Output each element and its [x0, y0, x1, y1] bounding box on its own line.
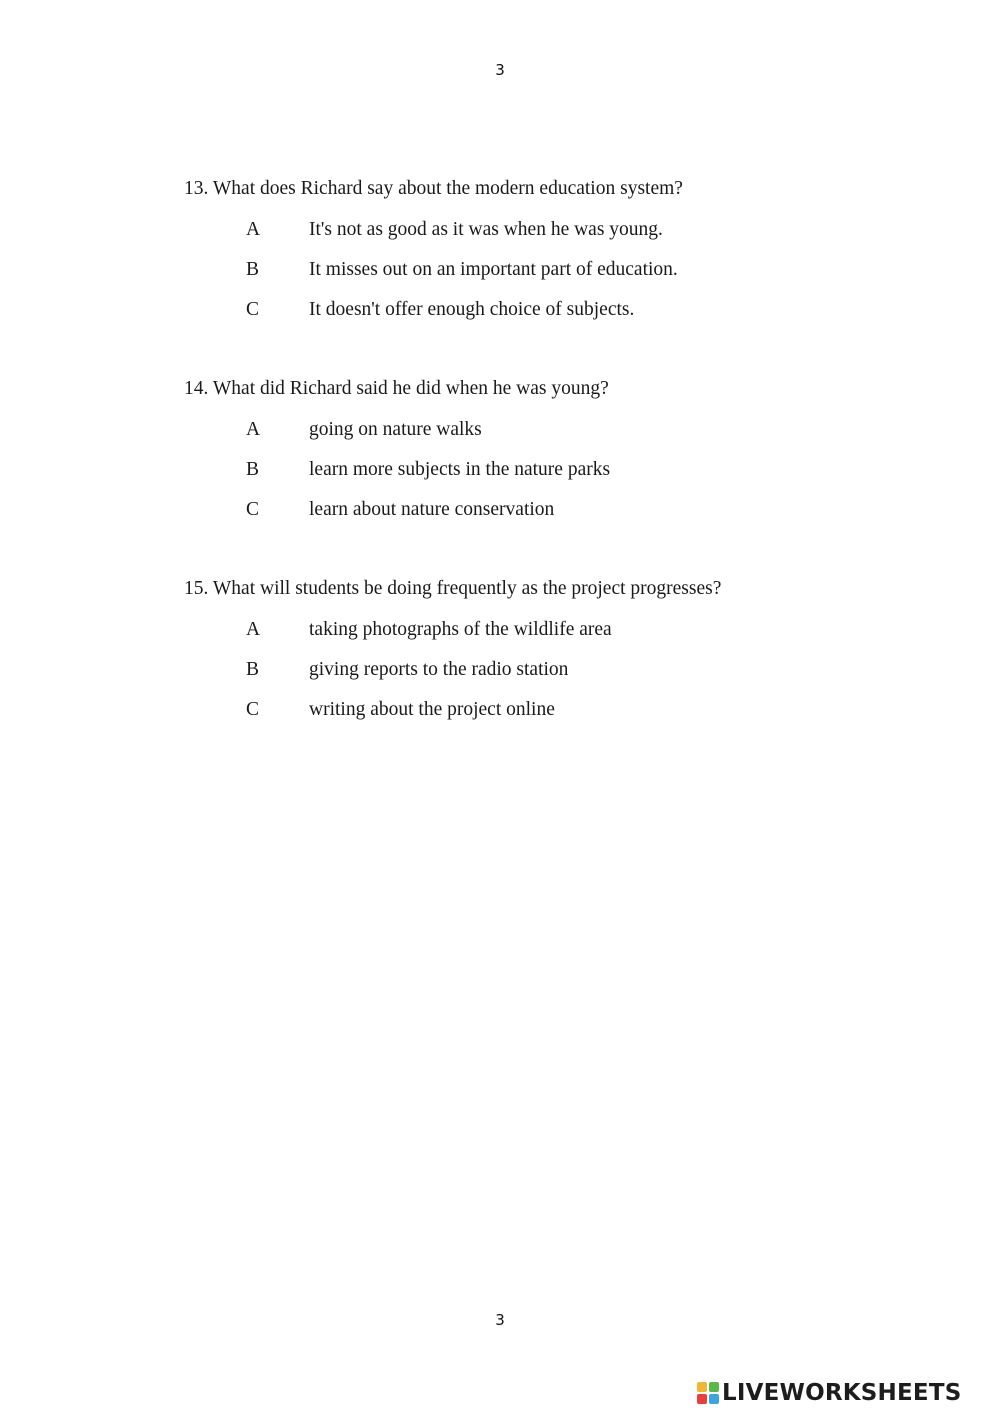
question-14 — [184, 377, 924, 520]
question-13 — [184, 177, 924, 320]
question-text: 13. What does Richard say about the modern education system? — [184, 178, 683, 199]
option-text: going on nature walks — [309, 419, 482, 440]
option-letter: A — [246, 419, 261, 440]
logo-tile — [709, 1394, 719, 1404]
option-letter: C — [246, 499, 260, 520]
liveworksheets-brand — [697, 1378, 961, 1408]
option-text: learn more subjects in the nature parks — [309, 459, 611, 480]
question-text: 14. What did Richard said he did when he was young? — [184, 378, 609, 399]
option-text: It doesn't offer enough choice of subjects. — [309, 299, 635, 320]
option-letter: C — [246, 299, 260, 320]
option-letter: C — [246, 699, 260, 720]
option-text: learn about nature conservation — [309, 499, 555, 520]
option-text: It misses out on an important part of education. — [309, 259, 678, 280]
option-text: It's not as good as it was when he was young. — [309, 219, 663, 240]
option-letter: B — [246, 659, 260, 680]
logo-tile — [697, 1382, 707, 1392]
liveworksheets-logo-icon — [697, 1382, 719, 1404]
option-text: giving reports to the radio station — [309, 659, 569, 680]
logo-tile — [697, 1394, 707, 1404]
page-number-bottom: 3 — [495, 1311, 505, 1329]
option-text: writing about the project online — [309, 699, 555, 720]
option-letter: A — [246, 619, 261, 640]
option-text: taking photographs of the wildlife area — [309, 619, 612, 640]
option-letter: A — [246, 219, 261, 240]
liveworksheets-wordmark: LIVEWORKSHEETS — [722, 1380, 962, 1406]
option-letter: B — [246, 259, 260, 280]
question-text: 15. What will students be doing frequently as the project progresses? — [184, 578, 722, 599]
question-15 — [184, 577, 924, 720]
option-letter: B — [246, 459, 260, 480]
page-number-top: 3 — [495, 61, 505, 79]
logo-tile — [709, 1382, 719, 1392]
